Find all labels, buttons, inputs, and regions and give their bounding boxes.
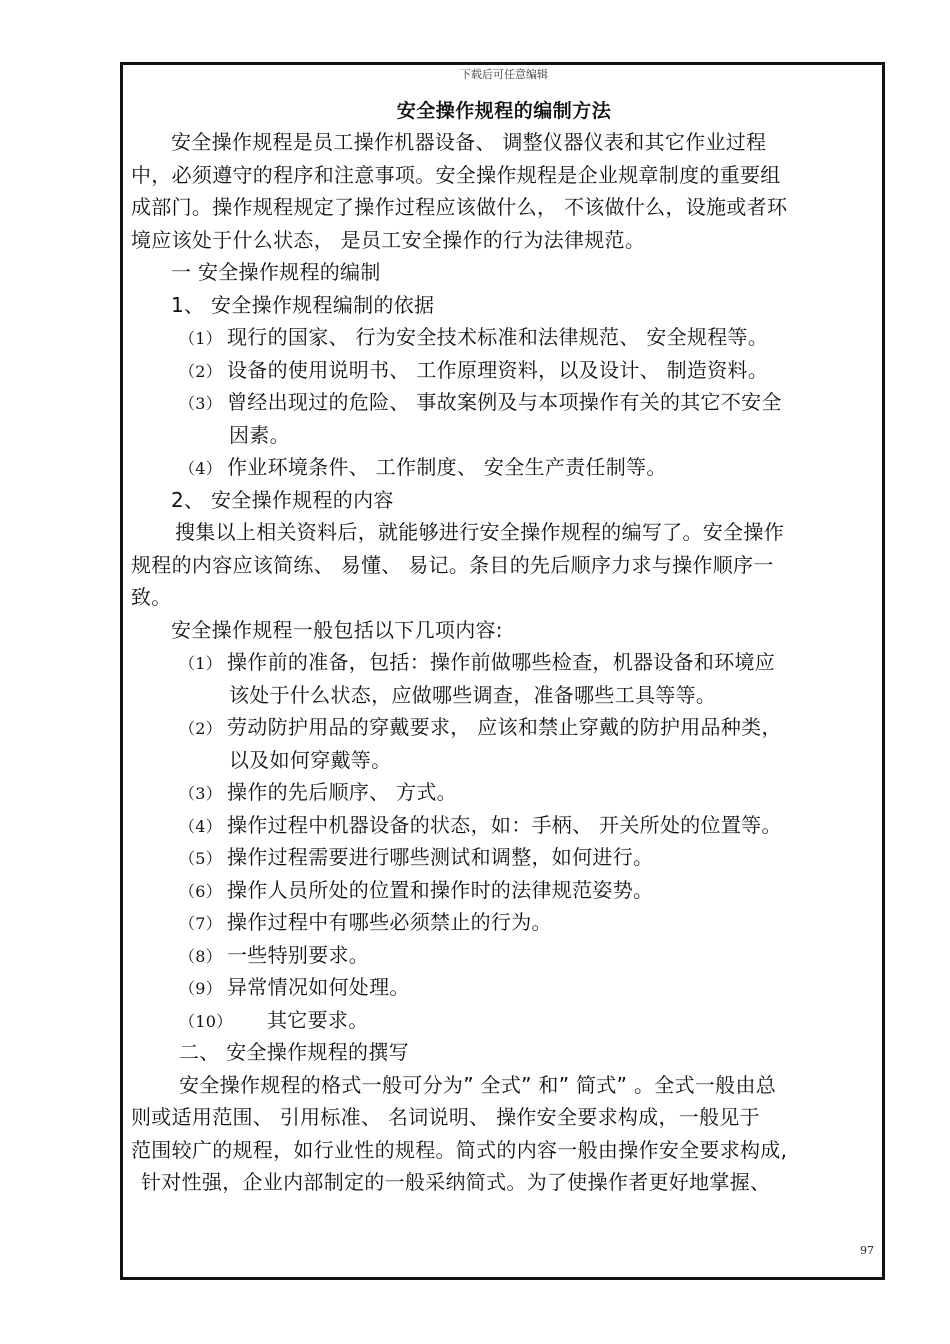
list-item [131,971,876,1004]
list-number: （4） [179,816,223,836]
list-item [131,451,876,484]
page-number: 97 [860,1244,874,1257]
list-number: （5） [179,849,223,868]
list-number: （2） [179,719,223,738]
list-item [131,939,876,972]
list-text: 操作前的准备，包括：操作前做哪些检查，机器设备和环境应 [227,650,776,674]
section-heading: 一 安全操作规程的编制 [171,260,381,284]
paragraph-line: 安全操作规程的格式一般可分为” 全式” 和” 简式” 。全式一般由总 [179,1072,777,1097]
list-item [131,906,876,939]
header-note: 下载后可任意编辑 [460,68,548,81]
list-number: （1） [179,329,223,348]
list-item-continuation: 以及如何穿戴等。 [229,747,392,772]
list-text: 一些特别要求。 [227,942,370,967]
section-heading: 二、 安全操作规程的撰写 [179,1040,409,1064]
paragraph-line: 中，必须遵守的程序和注意事项。安全操作规程是企业规章制度的重要组 [131,162,781,187]
list-number: （2） [179,361,223,381]
paragraph-line: 境应该处于什么状态， 是员工安全操作的行为法律规范。 [131,227,646,252]
list-item [131,1004,876,1037]
list-number: （1） [179,654,223,673]
list-number: （3） [179,394,223,413]
list-text: 设备的使用说明书、 工作原理资料，以及设计、 制造资料。 [227,357,769,382]
list-number: （9） [179,979,223,998]
document-title: 安全操作规程的编制方法 [396,100,612,122]
list-item [131,711,876,744]
list-item [131,809,876,842]
list-item [131,646,876,679]
document-body [131,126,876,1199]
paragraph-line: 则或适用范围、 引用标准、 名词说明、 操作安全要求构成，一般见于 [131,1105,760,1129]
list-text: 劳动防护用品的穿戴要求， 应该和禁止穿戴的防护用品种类， [227,715,782,739]
list-text: 作业环境条件、 工作制度、 安全生产责任制等。 [227,455,667,479]
paragraph-line: 安全操作规程是员工操作机器设备、 调整仪器仪表和其它作业过程 [171,130,767,154]
list-text: 异常情况如何处理。 [227,975,410,999]
paragraph-line: 致。 [131,585,172,609]
paragraph-line: 规程的内容应该简练、 易懂、 易记。条目的先后顺序力求与操作顺序一 [131,552,774,577]
list-number: （3） [179,784,223,803]
list-item-continuation: 因素。 [229,422,290,447]
list-intro: 安全操作规程一般包括以下几项内容: [171,617,503,642]
list-text: 其它要求。 [267,1007,369,1032]
list-text: 曾经出现过的危险、 事故案例及与本项操作有关的其它不安全 [227,390,782,414]
list-item-continuation: 该处于什么状态，应做哪些调查，准备哪些工具等等。 [229,682,717,707]
paragraph-line: 成部门。操作规程规定了操作过程应该做什么， 不该做什么，设施或者环 [131,195,788,219]
list-text: 现行的国家、 行为安全技术标准和法律规范、 安全规程等。 [227,325,769,349]
list-number: （7） [179,914,223,933]
list-text: 操作过程中有哪些必须禁止的行为。 [227,910,552,934]
list-text: 操作过程需要进行哪些测试和调整，如何进行。 [227,845,654,869]
list-text: 操作人员所处的位置和操作时的法律规范姿势。 [227,877,654,902]
list-item [131,841,876,874]
subsection-heading: 2、 安全操作规程的内容 [171,487,394,512]
list-item [131,354,876,387]
list-item [131,386,876,419]
list-item [131,874,876,907]
paragraph-line: 针对性强，企业内部制定的一般采纳简式。为了使操作者更好地掌握、 [141,1170,771,1194]
list-number: （10） [179,1011,233,1031]
list-number: （8） [179,946,223,966]
list-text: 操作过程中机器设备的状态，如：手柄、 开关所处的位置等。 [227,812,782,837]
list-number: （4） [179,459,223,478]
paragraph-line: 范围较广的规程，如行业性的规程。简式的内容一般由操作安全要求构成, [131,1137,788,1162]
list-item [131,776,876,809]
list-number: （6） [179,881,223,901]
subsection-heading: 1、 安全操作规程编制的依据 [171,292,435,317]
list-text: 操作的先后顺序、 方式。 [227,780,457,804]
list-item [131,321,876,354]
paragraph-line: 搜集以上相关资料后，就能够进行安全操作规程的编写了。安全操作 [175,520,784,544]
